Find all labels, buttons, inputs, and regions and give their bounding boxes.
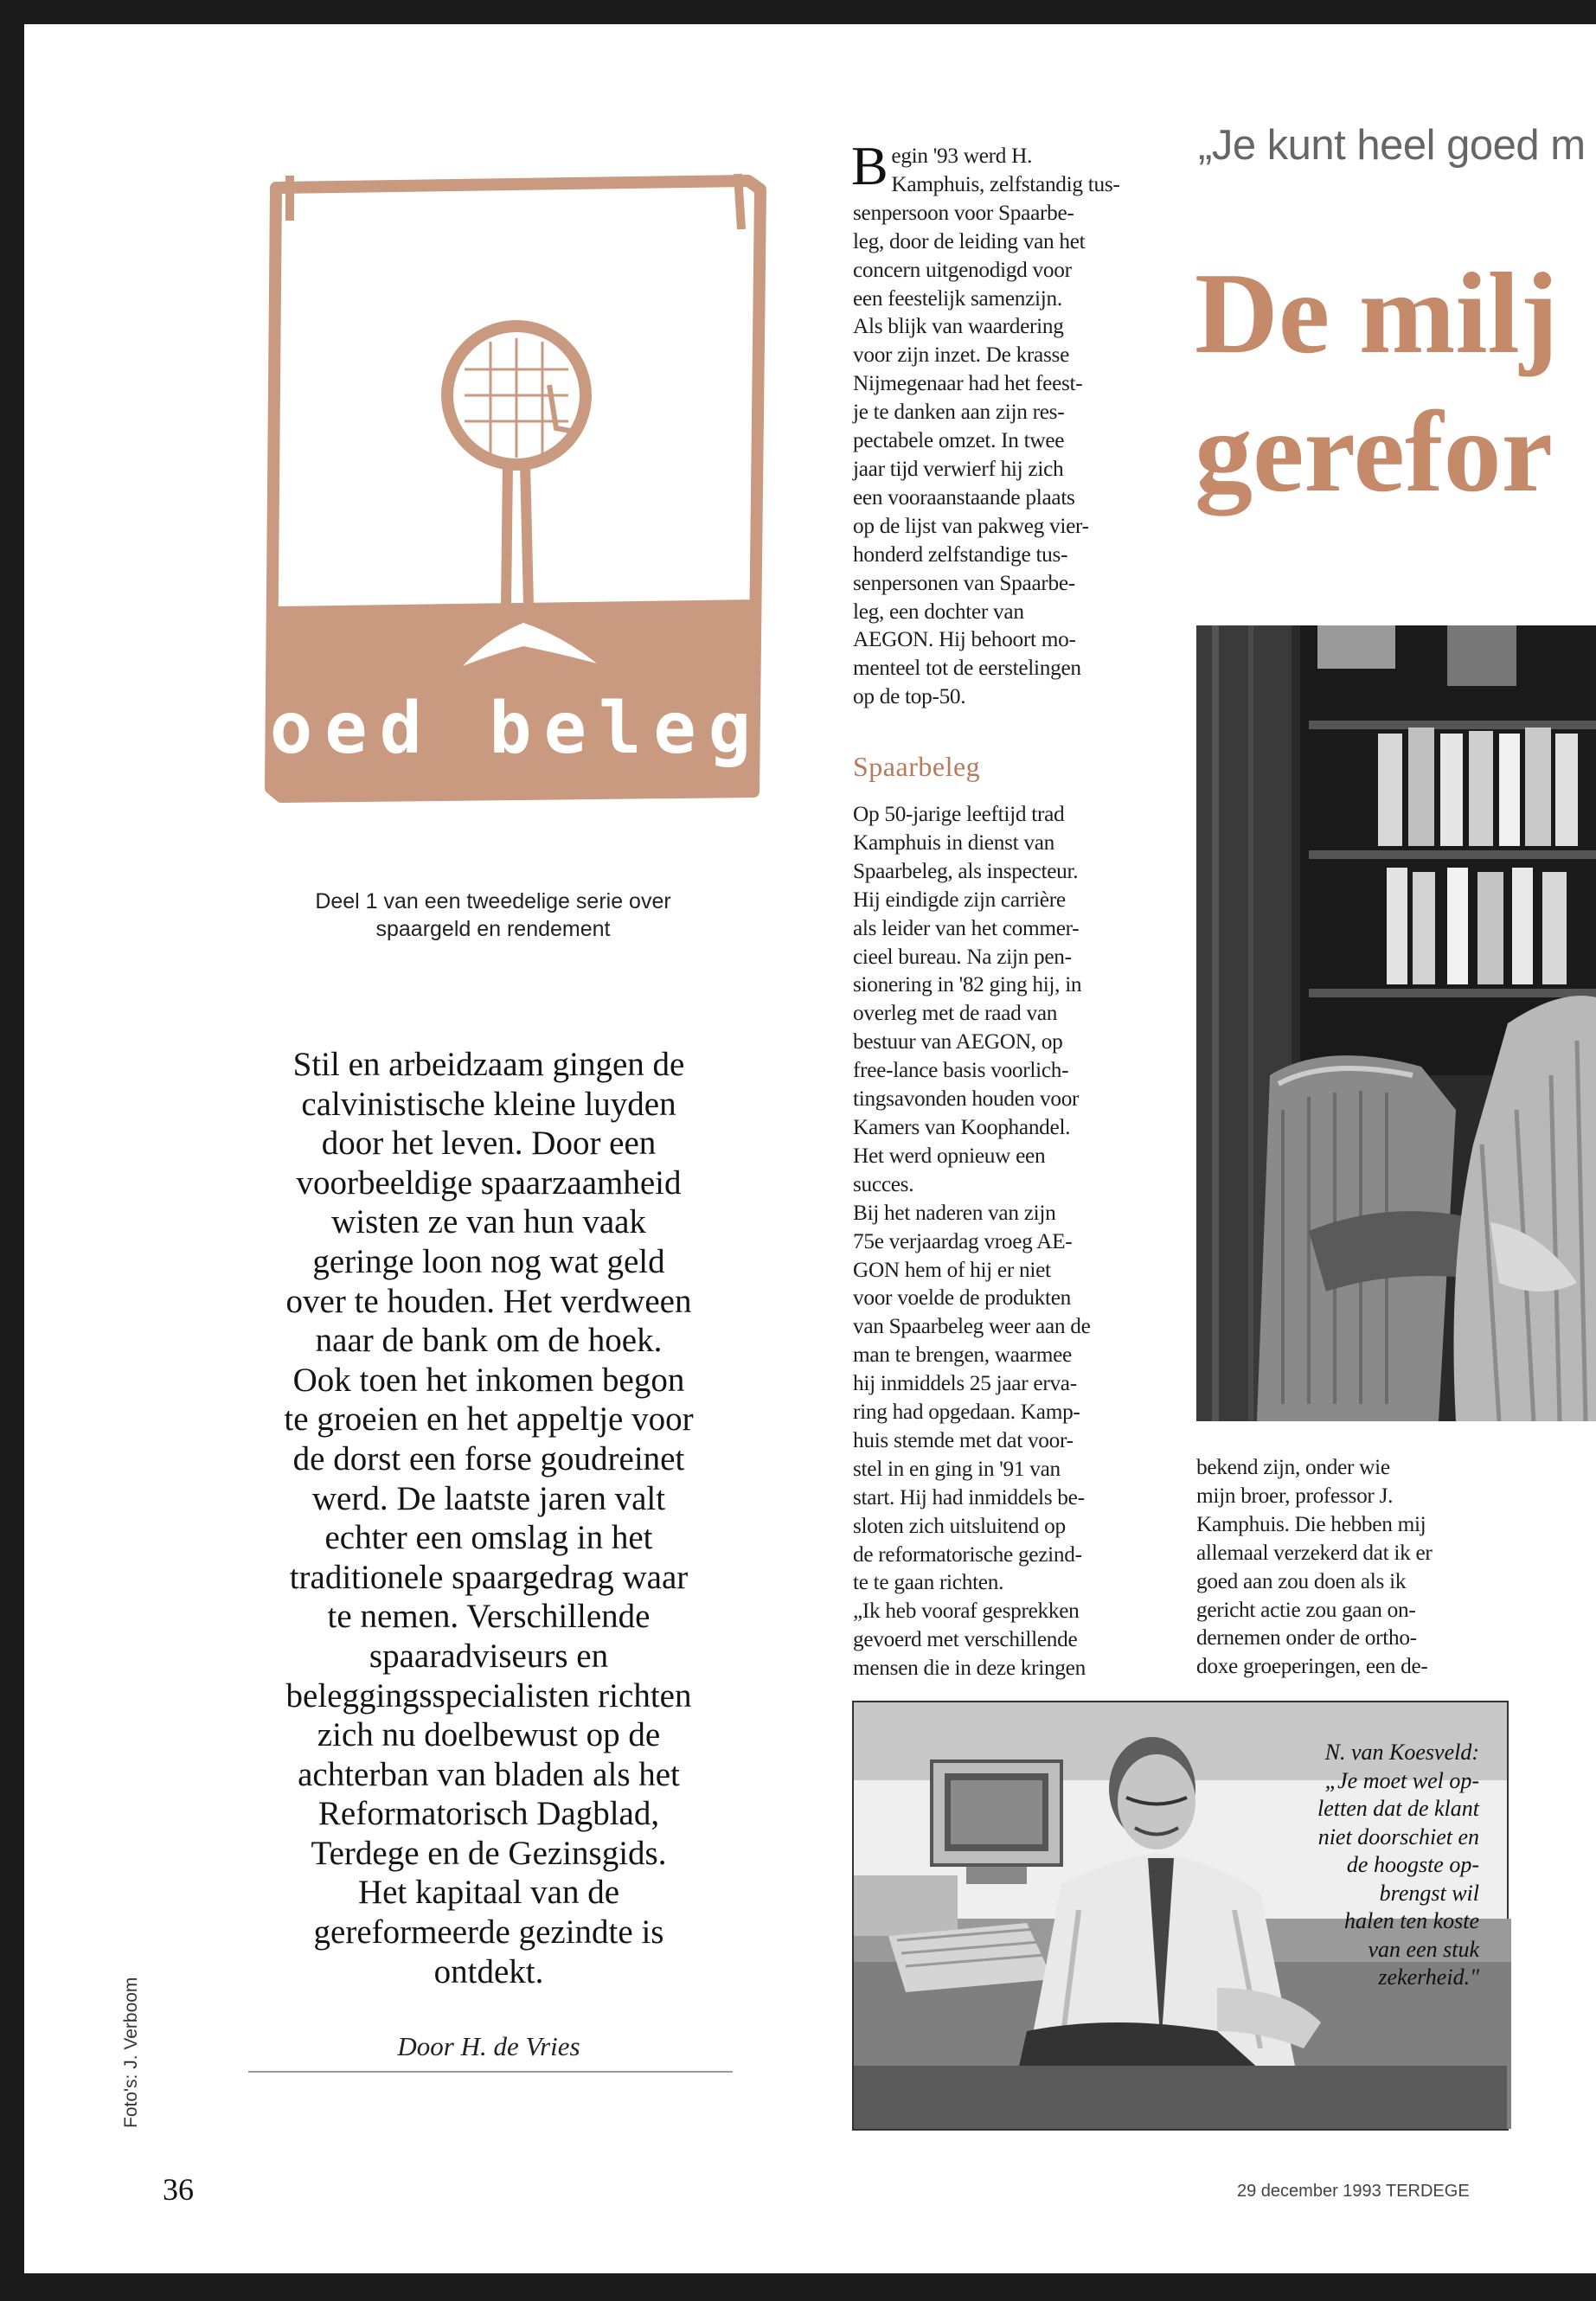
article-line: Op 50-jarige leeftijd trad	[853, 802, 1065, 826]
logo-text: goed belegd	[215, 688, 818, 770]
article-line: Kamphuis in dienst van	[853, 830, 1054, 855]
article-line: te te gaan richten.	[853, 1570, 1004, 1595]
page-border-left	[0, 0, 24, 2301]
intro-line: ontdekt.	[433, 1952, 544, 1990]
byline: Door H. de Vries	[397, 2031, 580, 2061]
article-line: Kamphuis. Die hebben mij	[1196, 1511, 1426, 1536]
article-line: allemaal verzekerd dat ik er	[1196, 1540, 1433, 1565]
intro-paragraph	[247, 1045, 731, 1991]
article-line: Kamers van Koophandel.	[853, 1114, 1071, 1139]
article-line: op de lijst van pakweg vier-	[853, 513, 1089, 538]
intro-line: door het leven. Door een	[321, 1125, 657, 1163]
intro-line: achterban van bladen als het	[298, 1755, 680, 1793]
article-line: menteel tot de eerstelingen	[853, 656, 1081, 681]
article-line: Nijmegenaar had het feest-	[853, 371, 1083, 396]
goed-belegd-logo	[215, 169, 818, 804]
page-border-bottom	[0, 2273, 1596, 2301]
article-line: voor zijn inzet. De krasse	[853, 343, 1069, 368]
article-line: ring had opgedaan. Kamp-	[853, 1400, 1080, 1425]
article-line: AEGON. Hij behoort mo-	[853, 627, 1076, 652]
caption-line: „Je moet wel op-	[1324, 1767, 1479, 1793]
headline-kicker: „Je kunt heel goed m	[1198, 122, 1586, 169]
caption-line: halen ten koste	[1344, 1908, 1479, 1933]
article-line: als leider van het commer-	[853, 915, 1080, 940]
article-line: GON hem of hij er niet	[853, 1257, 1051, 1282]
headline	[1195, 244, 1558, 521]
series-note-line: spaargeld en rendement	[375, 917, 611, 941]
article-line: 75e verjaardag vroeg AE-	[853, 1228, 1073, 1253]
article-line: hij inmiddels 25 jaar erva-	[853, 1371, 1077, 1396]
series-note	[260, 888, 727, 943]
intro-line: te nemen. Verschillende	[327, 1598, 651, 1636]
caption-line: de hoogste op-	[1346, 1852, 1479, 1877]
intro-line: Stil en arbeidzaam gingen de	[292, 1046, 685, 1083]
article-line: doxe groeperingen, een de-	[1196, 1654, 1428, 1679]
article-line: sionering in '82 ging hij, in	[853, 972, 1082, 997]
article-line: man te brengen, waarmee	[853, 1343, 1072, 1368]
article-line: honderd zelfstandige tus-	[853, 542, 1068, 567]
article-line: bestuur van AEGON, op	[853, 1029, 1063, 1054]
article-line: mijn broer, professor J.	[1196, 1483, 1394, 1508]
byline-rule	[248, 2071, 733, 2073]
page-border-top	[0, 0, 1596, 24]
article-line: Het werd opnieuw een	[853, 1143, 1046, 1168]
article-line: een vooraanstaande plaats	[853, 484, 1075, 510]
series-note-line: Deel 1 van een tweedelige serie over	[315, 889, 671, 913]
article-line: Spaarbeleg, als inspecteur.	[853, 858, 1079, 883]
kamphuis-photo	[1196, 625, 1596, 1421]
caption-line: brengst wil	[1379, 1880, 1479, 1906]
article-line: je te danken aan zijn res-	[853, 400, 1065, 425]
article-line: pectabele omzet. In twee	[853, 428, 1065, 453]
article-line: start. Hij had inmiddels be-	[853, 1484, 1085, 1509]
article-line: de reformatorische gezind-	[853, 1541, 1082, 1567]
intro-line: werd. De laatste jaren valt	[311, 1479, 666, 1517]
caption-line: van een stuk	[1368, 1936, 1479, 1962]
article-line: Kamphuis, zelfstandig tus-	[891, 171, 1120, 196]
article-line: egin '93 werd H.	[891, 144, 1033, 168]
article-line: senpersoon voor Spaarbe-	[853, 200, 1074, 225]
article-line: gevoerd met verschillende	[853, 1627, 1078, 1652]
intro-line: naar de bank om de hoek.	[315, 1322, 663, 1360]
caption-line: N. van Koesveld:	[1324, 1740, 1479, 1765]
headline-line: gerefor	[1195, 388, 1554, 516]
article-line: succes.	[853, 1171, 914, 1196]
intro-line: Ook toen het inkomen begon	[292, 1361, 685, 1399]
intro-line: Reformatorisch Dagblad,	[317, 1795, 660, 1833]
article-line: leg, een dochter van	[853, 599, 1024, 624]
article-line: Als blijk van waardering	[853, 314, 1064, 339]
article-line: leg, door de leiding van het	[853, 228, 1086, 253]
intro-line: te groeien en het appeltje voor	[284, 1400, 694, 1439]
caption-line: niet doorschiet en	[1317, 1823, 1479, 1849]
intro-line: Terdege en de Gezinsgids.	[311, 1834, 667, 1872]
article-line: jaar tijd verwierf hij zich	[853, 456, 1064, 481]
caption-line: zekerheid."	[1378, 1965, 1479, 1990]
article-line: voor voelde de produkten	[853, 1285, 1072, 1311]
intro-line: wisten ze van hun vaak	[331, 1203, 646, 1241]
footer-date: 29 december 1993 TERDEGE	[1237, 2182, 1470, 2201]
headline-line: De milj	[1195, 249, 1559, 377]
article-line: cieel bureau. Na zijn pen-	[853, 944, 1072, 969]
photo-credit: Foto's: J. Verboom	[121, 1977, 141, 2128]
intro-line: over te houden. Het verdween	[285, 1282, 692, 1320]
article-line: op de top-50.	[853, 684, 966, 709]
article-line: stel in en ging in '91 van	[853, 1456, 1061, 1481]
article-line: een feestelijk samenzijn.	[853, 285, 1062, 311]
photo-caption	[1246, 1739, 1479, 1992]
page-number: 36	[163, 2172, 194, 2207]
article-line: goed aan zou doen als ik	[1196, 1568, 1407, 1593]
article-line: concern uitgenodigd voor	[853, 257, 1072, 282]
article-line: huis stemde met dat voor-	[853, 1427, 1074, 1452]
caption-line: letten dat de klant	[1317, 1796, 1479, 1821]
article-column-2	[1196, 1453, 1495, 1681]
article-line: free-lance basis voorlich-	[853, 1058, 1069, 1083]
article-column-1	[851, 135, 1151, 711]
intro-line: Het kapitaal van de	[357, 1874, 620, 1912]
article-line: van Spaarbeleg weer aan de	[853, 1314, 1091, 1339]
article-line: overleg met de raad van	[853, 1001, 1058, 1026]
article-line: Bij het naderen van zijn	[853, 1200, 1056, 1225]
intro-line: de dorst een forse goudreinet	[292, 1439, 685, 1477]
article-line: „Ik heb vooraf gesprekken	[853, 1599, 1080, 1624]
intro-line: calvinistische kleine luyden	[301, 1085, 676, 1123]
article-column-1-continued	[853, 800, 1151, 1682]
intro-line: gereformeerde gezindte is	[313, 1913, 664, 1952]
article-line: sloten zich uitsluitend op	[853, 1513, 1066, 1538]
section-subhead: Spaarbeleg	[853, 751, 981, 782]
article-line: bekend zijn, onder wie	[1196, 1455, 1390, 1479]
intro-line: zich nu doelbewust op de	[317, 1716, 661, 1754]
intro-line: beleggingsspecialisten richten	[285, 1676, 692, 1715]
article-line: gericht actie zou gaan on-	[1196, 1597, 1416, 1622]
article-line: mensen die in deze kringen	[853, 1656, 1086, 1681]
drop-cap: B	[851, 135, 888, 196]
intro-line: voorbeeldige spaarzaamheid	[296, 1163, 682, 1202]
article-line: senpersonen van Spaarbe-	[853, 570, 1075, 595]
intro-line: spaaradviseurs en	[369, 1637, 609, 1675]
intro-line: traditionele spaargedrag waar	[289, 1558, 689, 1596]
article-line: Hij eindigde zijn carrière	[853, 887, 1066, 912]
article-line: dernemen onder de ortho-	[1196, 1625, 1417, 1650]
intro-line: geringe loon nog wat geld	[312, 1242, 665, 1280]
intro-line: echter een omslag in het	[324, 1519, 653, 1557]
article-line: tingsavonden houden voor	[853, 1086, 1080, 1112]
